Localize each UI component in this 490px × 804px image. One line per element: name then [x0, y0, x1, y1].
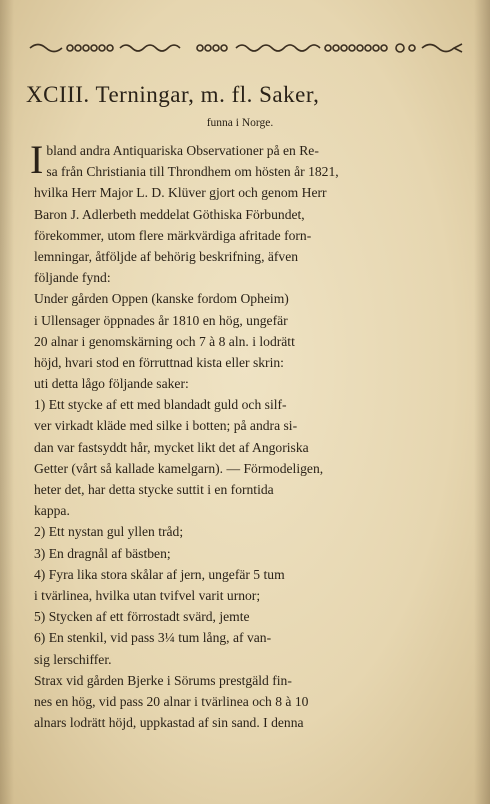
text-line: uti detta lågo följande saker:: [34, 376, 189, 392]
chapter-title: Terningar, m. fl. Saker,: [95, 82, 320, 107]
text-line: 6) En stenkil, vid pass 3¼ tum lång, af van-: [34, 630, 272, 646]
text-line: 20 alnar i genomskärning och 7 à 8 aln. i lodrätt: [34, 333, 295, 349]
text-line: heter det, har detta stycke suttit i en forntida: [34, 482, 274, 497]
text-line: i tvärlinea, hvilka utan tvifvel varit urnor;: [34, 587, 261, 603]
text-line: höjd, hvari stod en förruttnad kista eller skrin:: [34, 354, 284, 370]
chapter-subtitle: funna i Norge.: [206, 117, 274, 129]
text-line: nes en hög, vid pass 20 alnar i tvärlinea och 8 à 10: [34, 693, 309, 709]
text-line: sig lerschiffer.: [34, 651, 112, 667]
text-line: Getter (vårt så kallade kamelgarn). — Förmodeligen,: [34, 460, 324, 476]
text-line: alnars lodrätt höjd, uppkastad af sin sand. I denna: [34, 715, 304, 731]
text-line: kappa.: [34, 503, 70, 519]
text-line: Strax vid gården Bjerke i Sörums prestgäld fin-: [34, 672, 292, 688]
chapter-heading: [26, 82, 466, 108]
text-line: förekommer, utom flere märkvärdiga afritade forn-: [34, 227, 312, 243]
text-line: sa från Christiania till Throndhem om hösten år 1821,: [46, 164, 339, 180]
text-line: lemningar, åtföljde af behörig beskrifning, äfven: [34, 248, 299, 264]
header-ornament: [28, 38, 468, 58]
body-text: [30, 137, 474, 733]
text-line: följande fynd:: [34, 270, 111, 286]
text-line: 5) Stycken af ett förrostadt svärd, jemte: [34, 609, 250, 625]
drop-cap: I: [30, 137, 44, 182]
text-line: i Ullensager öppnades år 1810 en hög, ungefär: [34, 312, 288, 328]
text-line: dan var fastsyddt hår, mycket likt det af Angoriska: [34, 439, 309, 455]
chapter-number: XCIII.: [26, 82, 90, 107]
text-line: 3) En dragnål af bästben;: [34, 545, 171, 561]
text-line: 1) Ett stycke af ett med blandadt guld och silf-: [34, 397, 287, 413]
text-line: Under gården Oppen (kanske fordom Opheim): [34, 291, 289, 307]
text-line: ver virkadt kläde med silke i botten; på andra si-: [34, 418, 298, 434]
text-line: hvilka Herr Major L. D. Klüver gjort och genom Herr: [34, 185, 327, 201]
text-line: bland andra Antiquariska Observationer på en Re-: [46, 143, 319, 158]
text-line: Baron J. Adlerbeth meddelat Göthiska Förbundet,: [34, 206, 305, 222]
text-line: 4) Fyra lika stora skålar af jern, ungefär 5 tum: [34, 566, 285, 582]
text-line: 2) Ett nystan gul yllen tråd;: [34, 524, 184, 540]
